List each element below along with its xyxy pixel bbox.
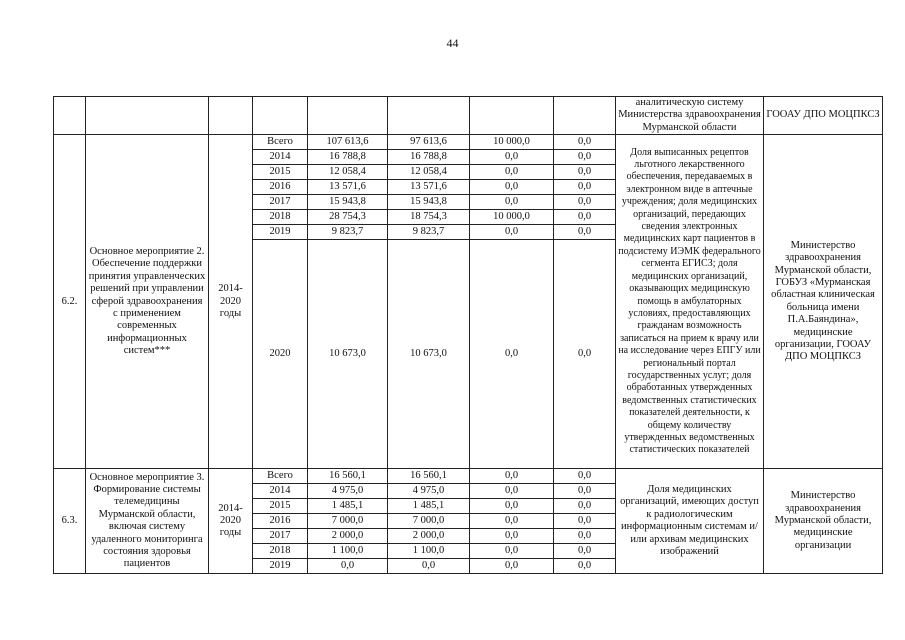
value-cell: 0,0 bbox=[554, 225, 616, 240]
total-cell: 16 788,8 bbox=[308, 150, 388, 165]
total-cell: 7 000,0 bbox=[308, 514, 388, 529]
year-cell: 2017 bbox=[253, 195, 308, 210]
value-cell: 0,0 bbox=[470, 165, 554, 180]
value-cell: 0,0 bbox=[554, 484, 616, 499]
activity-name: Основное мероприятие 2. Обеспечение поддержки принятия управленческих решений при управлении сферой здравоохранения с применением современных информационных систем*** bbox=[86, 135, 209, 469]
value-cell: 2 000,0 bbox=[388, 529, 470, 544]
total-cell: 4 975,0 bbox=[308, 484, 388, 499]
total-cell: 9 823,7 bbox=[308, 225, 388, 240]
value-cell: 10 000,0 bbox=[470, 210, 554, 225]
period: 2014-2020 годы bbox=[209, 469, 253, 574]
year-cell: 2016 bbox=[253, 180, 308, 195]
value-cell: 0,0 bbox=[554, 195, 616, 210]
value-cell: 0,0 bbox=[554, 210, 616, 225]
value-cell: 16 788,8 bbox=[388, 150, 470, 165]
value-cell: 0,0 bbox=[554, 180, 616, 195]
value-cell: 0,0 bbox=[470, 180, 554, 195]
executor-cell: Министерство здравоохранения Мурманской области, ГОБУЗ «Мурманская областная клиническая больница имени П.А.Баяндина», медицинские организации, ГООАУ ДПО МОЦПКСЗ bbox=[764, 135, 883, 469]
year-cell: 2015 bbox=[253, 165, 308, 180]
table-row bbox=[54, 135, 883, 150]
year-cell: Всего bbox=[253, 469, 308, 484]
row-number: 6.2. bbox=[54, 135, 86, 469]
total-cell: 10 673,0 bbox=[308, 240, 388, 469]
value-cell: 9 823,7 bbox=[388, 225, 470, 240]
value-cell: 0,0 bbox=[470, 195, 554, 210]
value-cell: 0,0 bbox=[554, 135, 616, 150]
page-number: 44 bbox=[446, 36, 459, 50]
executor-cell: ГООАУ ДПО МОЦПКСЗ bbox=[764, 97, 883, 135]
row-number: 6.3. bbox=[54, 469, 86, 574]
value-cell: 18 754,3 bbox=[388, 210, 470, 225]
total-cell: 1 100,0 bbox=[308, 544, 388, 559]
value-cell: 0,0 bbox=[554, 469, 616, 484]
total-cell: 28 754,3 bbox=[308, 210, 388, 225]
indicator-cell: Доля медицинских организаций, имеющих доступ к радиологическим информационным системам и/или архивам медицинских изображений bbox=[616, 469, 764, 574]
year-cell: 2017 bbox=[253, 529, 308, 544]
value-cell: 1 100,0 bbox=[388, 544, 470, 559]
value-cell: 10 000,0 bbox=[470, 135, 554, 150]
year-cell: 2018 bbox=[253, 544, 308, 559]
value-cell: 0,0 bbox=[554, 499, 616, 514]
value-cell: 13 571,6 bbox=[388, 180, 470, 195]
value-cell: 0,0 bbox=[554, 544, 616, 559]
indicator-cell: Доля выписанных рецептов льготного лекарственного обеспечения, передаваемых в электронном виде в аптечные учреждения; доля медицинских организаций, передающих сведения электронных медицинских карт пациентов в подсистему ИЭМК федерального сегмента ЕГИСЗ; доля медицинских организаций, оказывающих медицинскую помощь в амбулаторных условиях, предоставляющих гражданам возможность записаться на прием к врачу или на исследование через ЕПГУ или региональный портал государственных услуг; доля обработанных утвержденных ведомственных статистических показателей деятельности, к общему количеству утвержденных ведомственных статистических показателей bbox=[616, 135, 764, 469]
executor-cell: Министерство здравоохранения Мурманской области, медицинские организации bbox=[764, 469, 883, 574]
value-cell: 0,0 bbox=[554, 165, 616, 180]
value-cell: 0,0 bbox=[470, 484, 554, 499]
activity-name: Основное мероприятие 3. Формирование системы телемедицины Мурманской области, включая систему удаленного мониторинга состояния здоровья пациентов bbox=[86, 469, 209, 574]
year-cell: 2016 bbox=[253, 514, 308, 529]
value-cell: 0,0 bbox=[470, 225, 554, 240]
indicator-cell: аналитическую систему Министерства здравоохранения Мурманской области bbox=[616, 97, 764, 135]
value-cell: 16 560,1 bbox=[388, 469, 470, 484]
value-cell: 0,0 bbox=[554, 514, 616, 529]
total-cell: 15 943,8 bbox=[308, 195, 388, 210]
total-cell: 12 058,4 bbox=[308, 165, 388, 180]
year-cell: 2018 bbox=[253, 210, 308, 225]
value-cell: 12 058,4 bbox=[388, 165, 470, 180]
year-cell: 2020 bbox=[253, 240, 308, 469]
value-cell: 0,0 bbox=[554, 150, 616, 165]
value-cell: 0,0 bbox=[554, 559, 616, 574]
value-cell: 4 975,0 bbox=[388, 484, 470, 499]
total-cell: 2 000,0 bbox=[308, 529, 388, 544]
value-cell: 0,0 bbox=[470, 499, 554, 514]
value-cell: 1 485,1 bbox=[388, 499, 470, 514]
total-cell: 1 485,1 bbox=[308, 499, 388, 514]
value-cell: 0,0 bbox=[554, 240, 616, 469]
year-cell: 2019 bbox=[253, 225, 308, 240]
table-row bbox=[54, 469, 883, 484]
value-cell: 10 673,0 bbox=[388, 240, 470, 469]
table-row-continuation bbox=[54, 97, 883, 135]
total-cell: 16 560,1 bbox=[308, 469, 388, 484]
year-cell: 2019 bbox=[253, 559, 308, 574]
value-cell: 0,0 bbox=[470, 469, 554, 484]
value-cell: 0,0 bbox=[470, 529, 554, 544]
total-cell: 0,0 bbox=[308, 559, 388, 574]
total-cell: 13 571,6 bbox=[308, 180, 388, 195]
value-cell: 0,0 bbox=[470, 240, 554, 469]
value-cell: 0,0 bbox=[470, 559, 554, 574]
value-cell: 0,0 bbox=[554, 529, 616, 544]
value-cell: 0,0 bbox=[470, 514, 554, 529]
year-cell: 2014 bbox=[253, 484, 308, 499]
year-cell: Всего bbox=[253, 135, 308, 150]
period: 2014-2020 годы bbox=[209, 135, 253, 469]
value-cell: 0,0 bbox=[470, 544, 554, 559]
value-cell: 15 943,8 bbox=[388, 195, 470, 210]
value-cell: 0,0 bbox=[470, 150, 554, 165]
year-cell: 2014 bbox=[253, 150, 308, 165]
program-table bbox=[53, 96, 883, 574]
value-cell: 0,0 bbox=[388, 559, 470, 574]
value-cell: 97 613,6 bbox=[388, 135, 470, 150]
year-cell: 2015 bbox=[253, 499, 308, 514]
value-cell: 7 000,0 bbox=[388, 514, 470, 529]
total-cell: 107 613,6 bbox=[308, 135, 388, 150]
